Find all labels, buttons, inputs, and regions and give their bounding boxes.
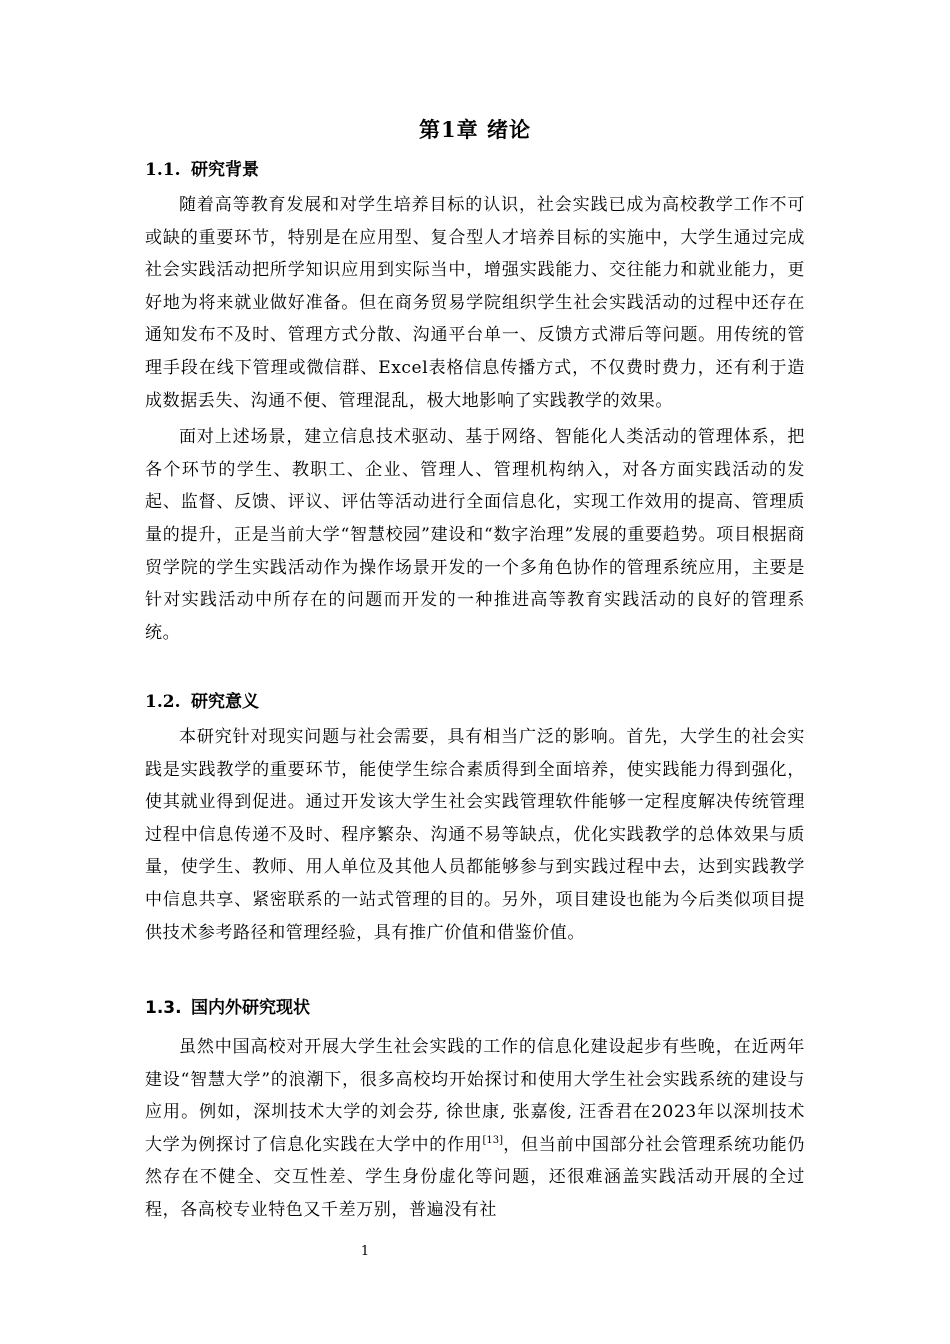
section-number: 1.2. [145,692,181,712]
chapter-title: 第1章 绪论 [419,117,531,142]
paragraph: 面对上述场景，建立信息技术驱动、基于网络、智能化人类活动的管理体系，把各个环节的学生、教职工、企业、管理人、管理机构纳入，对各方面实践活动的发起、监督、反馈、评议、评估等活动进行全面信息化，实现工作效用的提高、管理质量的提升，正是当前大学“智慧校园”建设和“数字治理”发展的重要趋势。项目根据商贸学院的学生实践活动作为操作场景开发的一个多角色协作的管理系统应用，主要是针对实践活动中所存在的问题而开发的一种推进高等教育实践活动的良好的管理系统。 [145,427,805,643]
paragraph: 本研究针对现实问题与社会需要，具有相当广泛的影响。首先，大学生的社会实践是实践教学的重要环节，能使学生综合素质得到全面培养，使实践能力得到强化，使其就业得到促进。通过开发该大学生社会实践管理软件能够一定程度解决传统管理过程中信息传递不及时、程序繁杂、沟通不易等缺点，优化实践教学的总体效果与质量，使学生、教师、用人单位及其他人员都能够参与到实践过程中去，达到实践教学中信息共享、紧密联系的一站式管理的目的。另外，项目建设也能为今后类似项目提供技术参考路径和管理经验，具有推广价值和借鉴价值。 [145,727,805,943]
section-number: 1.3. [145,998,182,1018]
page-number: 1 [360,1244,370,1259]
section-heading [145,993,805,1023]
section-title: 研究意义 [191,692,259,712]
section-number: 1.1. [145,160,181,180]
citation-reference[interactable]: [13] [482,1134,504,1146]
paragraph: 随着高等教育发展和对学生培养目标的认识，社会实践已成为高校教学工作不可或缺的重要环节，特别是在应用型、复合型人才培养目标的实施中，大学生通过完成社会实践活动把所学知识应用到实际当中，增强实践能力、交往能力和就业能力，更好地为将来就业做好准备。但在商务贸易学院组织学生社会实践活动的过程中还存在通知发布不及时、管理方式分散、沟通平台单一、反馈方式滞后等问题。用传统的管理手段在线下管理或微信群、Excel表格信息传播方式，不仅费时费力，还有利于造成数据丢失、沟通不便、管理混乱，极大地影响了实践教学的效果。 [145,195,805,411]
section-heading [145,155,805,185]
paragraph-text: ，但当前中国部分社会管理系统功能仍然存在不健全、交互性差、学生身份虚化等问题，还很难涵盖实践活动开展的全过程，各高校专业特色又千差万别，普遍没有社 [145,1134,805,1220]
section-research-significance [145,687,805,949]
section-title: 国内外研究现状 [191,998,310,1018]
paragraph-text: 虽然中国高校对开展大学生社会实践的工作的信息化建设起步有些晚，在近两年建设“智慧大学”的浪潮下，很多高校均开始探讨和使用大学生社会实践系统的建设与应用。例如，深圳技术大学的刘会芬, 徐世康, 张嘉俊, 汪香君在2023年以深圳技术大学为例探讨了信息化实践在大学中的作用 [145,1037,805,1155]
section-title: 研究背景 [191,160,259,180]
section-heading [145,687,805,717]
section-research-status [145,993,805,1227]
paragraph [145,1031,805,1227]
section-research-background [145,155,805,649]
